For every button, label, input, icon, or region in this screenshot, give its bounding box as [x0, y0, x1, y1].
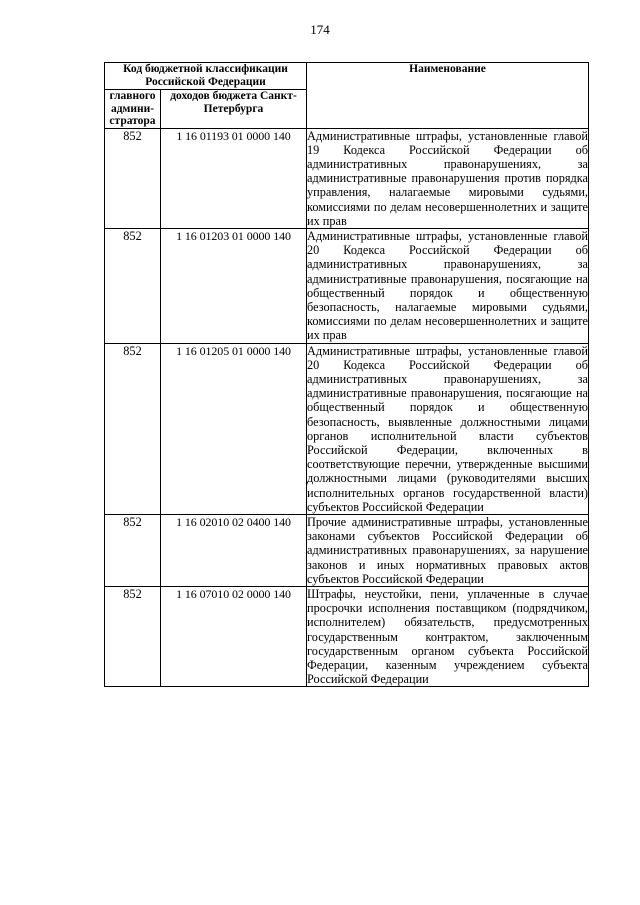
- income-code-cell: 1 16 02010 02 0400 140: [161, 514, 307, 586]
- name-cell: Административные штрафы, установленные главой 19 Кодекса Российской Федерации об административных правонарушениях, за административные правонарушения против порядка управления, налагаемые мировыми судьями, комиссиями по делам несовершеннолетних и защите их прав: [307, 128, 588, 228]
- page-number: 174: [310, 22, 330, 37]
- income-code-cell: 1 16 01203 01 0000 140: [161, 228, 307, 343]
- admin-code-cell: 852: [105, 587, 161, 687]
- income-code-cell: 1 16 07010 02 0000 140: [161, 587, 307, 687]
- budget-classification-table: [104, 62, 589, 687]
- admin-code-cell: 852: [105, 343, 161, 514]
- table-row: [105, 128, 589, 228]
- name-cell: Прочие административные штрафы, установленные законами субъектов Российской Федерации об административных правонарушениях, за нарушение законов и иных нормативных правовых актов субъектов Российской Федерации: [307, 514, 588, 586]
- admin-code-cell: 852: [105, 128, 161, 228]
- header-name: Наименование: [307, 63, 589, 129]
- table-row: [105, 228, 589, 343]
- table-row: [105, 343, 589, 514]
- header-budget-income: доходов бюджета Санкт-Петербурга: [161, 90, 307, 129]
- name-cell: Административные штрафы, установленные главой 20 Кодекса Российской Федерации об административных правонарушениях, за административные правонарушения, посягающие на общественный порядок и общественную безопасность, выявленные должностными лицами органов исполнительной власти субъектов Российской Федерации, включенных в соответствующие перечни, утвержденные высшими должностными лицами (руководителями высших исполнительных органов государственной власти) субъектов Российской Федерации: [307, 343, 588, 514]
- name-cell: Штрафы, неустойки, пени, уплаченные в случае просрочки исполнения поставщиком (подрядчиком, исполнителем) обязательств, предусмотренных государственным контрактом, заключенным государственным органом субъекта Российской Федерации, казенным учреждением субъекта Российской Федерации: [307, 587, 588, 687]
- income-code-cell: 1 16 01193 01 0000 140: [161, 128, 307, 228]
- table-row: [105, 514, 589, 586]
- income-code-cell: 1 16 01205 01 0000 140: [161, 343, 307, 514]
- admin-code-cell: 852: [105, 228, 161, 343]
- name-cell: Административные штрафы, установленные главой 20 Кодекса Российской Федерации об административных правонарушениях, за административные правонарушения, посягающие на общественный порядок и общественную безопасность, налагаемые мировыми судьями, комиссиями по делам несовершеннолетних и защите их прав: [307, 228, 588, 343]
- header-budget-classification-code: Код бюджетной классификации Российской Федерации: [105, 63, 307, 90]
- header-main-administrator: главного админи-стратора: [105, 90, 161, 129]
- table-row: [105, 587, 589, 687]
- admin-code-cell: 852: [105, 514, 161, 586]
